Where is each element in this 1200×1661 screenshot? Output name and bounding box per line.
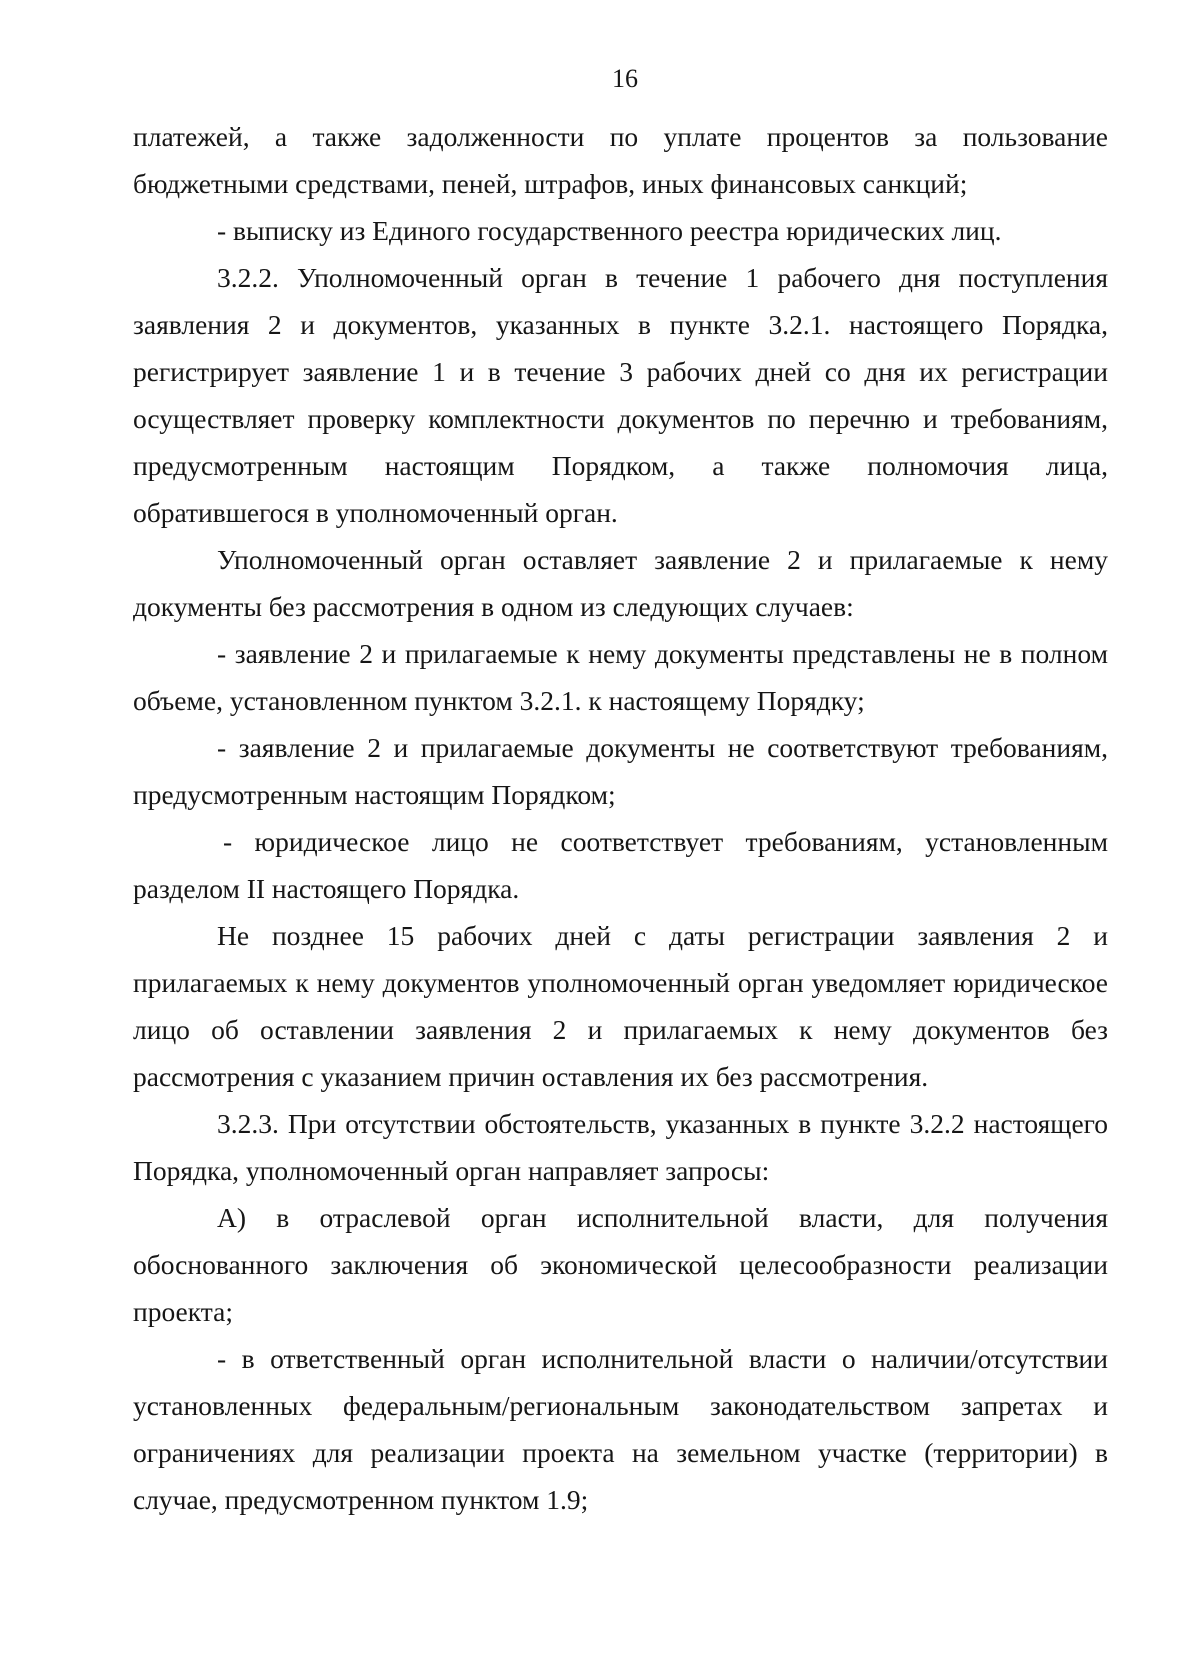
paragraph-notification-deadline: Не позднее 15 рабочих дней с даты регистрации заявления 2 и прилагаемых к нему документов уполномоченный орган уведомляет юридическое лицо об оставлении заявления 2 и прилагаемых к нему документов без рассмотрения с указанием причин оставления их без рассмотрения. — [133, 920, 1108, 1092]
list-item-responsible-authority: - в ответственный орган исполнительной власти о наличии/отсутствии установленных федеральным/региональным законодательством запретах и ограничениях для реализации проекта на земельном участке (территории) в случае, предусмотренном пунктом 1.9; — [133, 1343, 1108, 1515]
list-item-nonconforming-entity: - юридическое лицо не соответствует требованиям, установленным разделом II настоящего Порядка. — [133, 826, 1108, 904]
paragraph-continuation: платежей, а также задолженности по уплате процентов за пользование бюджетными средствами, пеней, штрафов, иных финансовых санкций; — [133, 121, 1108, 199]
document-body — [133, 113, 1108, 1523]
list-item-sector-authority: А) в отраслевой орган исполнительной власти, для получения обоснованного заключения об экономической целесообразности реализации проекта; — [133, 1202, 1108, 1327]
paragraph-leave-without-review: Уполномоченный орган оставляет заявление 2 и прилагаемые к нему документы без рассмотрения в одном из следующих случаев: — [133, 544, 1108, 622]
paragraph-3-2-3: 3.2.3. При отсутствии обстоятельств, указанных в пункте 3.2.2 настоящего Порядка, уполномоченный орган направляет запросы: — [133, 1108, 1108, 1186]
list-item-incomplete-documents: - заявление 2 и прилагаемые к нему документы представлены не в полном объеме, установленном пунктом 3.2.1. к настоящему Порядку; — [133, 638, 1108, 716]
page-number: 16 — [612, 64, 638, 93]
paragraph-3-2-2: 3.2.2. Уполномоченный орган в течение 1 рабочего дня поступления заявления 2 и документов, указанных в пункте 3.2.1. настоящего Порядка, регистрирует заявление 1 и в течение 3 рабочих дней со дня их регистрации осуществляет проверку комплектности документов по перечню и требованиям, предусмотренным настоящим Порядком, а также полномочия лица, обратившегося в уполномоченный орган. — [133, 262, 1108, 528]
paragraph-egrul-extract: - выписку из Единого государственного реестра юридических лиц. — [217, 215, 1002, 246]
list-item-nonconforming-documents: - заявление 2 и прилагаемые документы не соответствуют требованиям, предусмотренным настоящим Порядком; — [133, 732, 1108, 810]
